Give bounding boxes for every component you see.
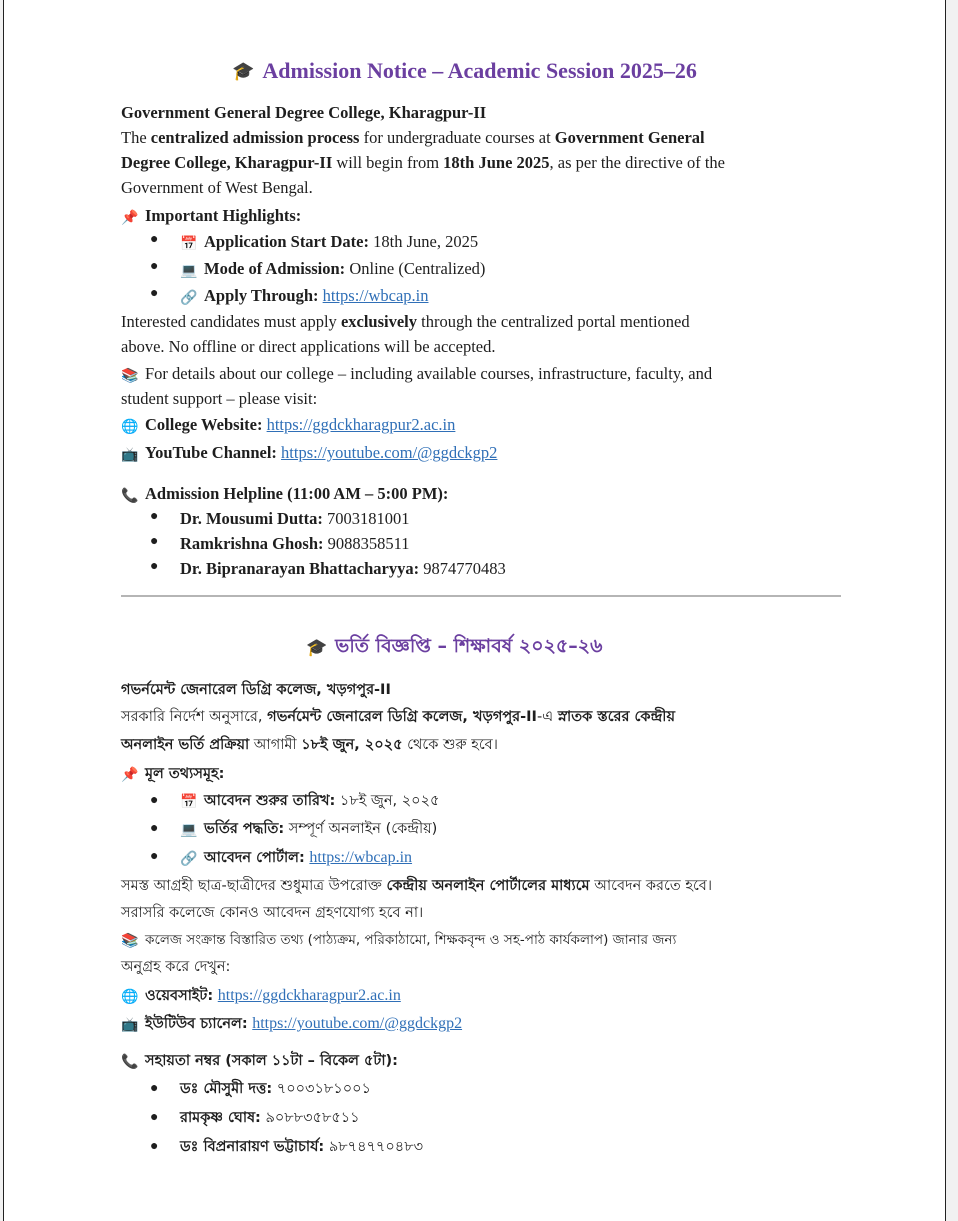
computer-icon: 💻 [180,822,198,838]
calendar-icon: 📅 [180,794,198,810]
graduation-cap-icon: 🎓 [232,60,255,82]
college-website-link[interactable]: https://ggdckharagpur2.ac.in [266,415,456,434]
english-website-row: 🌐 College Website: https://ggdckharagpur2.ac.in [121,412,455,440]
books-icon: 📚 [121,368,139,384]
bengali-intro-line-2: অনলাইন ভর্তি প্রক্রিয়া আগামী ১৮ই জুন, ২০২৫ থেকে শুরু হবে। [121,737,498,753]
graduation-cap-icon: 🎓 [306,638,328,658]
english-intro-line-3: Government of West Bengal. [121,178,313,197]
link-icon: 🔗 [180,851,198,867]
bengali-apply-note-line-2: সরাসরি কলেজে কোনও আবেদন গ্রহণযোগ্য হবে না। [121,905,424,921]
bengali-details-line-2: অনুগ্রহ করে দেখুন: [121,959,231,975]
bullet: ● [150,509,159,524]
bengali-youtube-row: 📺 ইউটিউব চ্যানেল: https://youtube.com/@ggdckgp2 [121,1011,462,1038]
bullet: ● [150,259,159,274]
english-contact-2: Ramkrishna Ghosh: 9088358511 [180,534,410,553]
television-icon: 📺 [121,447,139,463]
bullet: ● [150,534,159,549]
telephone-icon: 📞 [121,1054,139,1070]
globe-icon: 🌐 [121,419,139,435]
pushpin-icon: 📌 [121,210,139,226]
section-divider [121,595,841,597]
document-page [3,0,946,1221]
bullet: ● [150,849,159,864]
english-apply-note-line-1: Interested candidates must apply exclusively through the centralized portal mentioned [121,312,690,331]
bengali-contact-2: রামকৃষ্ণ ঘোষ: ৯০৮৮৩৫৮৫১১ [180,1110,360,1126]
bengali-contact-1: ডঃ মৌসুমী দত্ত: ৭০০৩১৮১০০১ [180,1081,371,1097]
telephone-icon: 📞 [121,488,139,504]
english-intro-line-2: Degree College, Kharagpur-II will begin from 18th June 2025, as per the directive of the [121,153,725,172]
bengali-wbcap-link[interactable]: https://wbcap.in [309,849,413,866]
english-details-line-1: 📚 For details about our college – including available courses, infrastructure, faculty, and [121,361,712,389]
wbcap-link[interactable]: https://wbcap.in [322,286,429,305]
bengali-details-line-1: 📚 কলেজ সংক্রান্ত বিস্তারিত তথ্য (পাঠ্যক্রম, পরিকাঠামো, শিক্ষকবৃন্দ ও সহ-পাঠ কার্যকলাপ) জানার জন্য [121,928,676,954]
link-icon: 🔗 [180,290,198,306]
bengali-contact-3: ডঃ বিপ্রনারায়ণ ভট্টাচার্য: ৯৮৭৪৭৭০৪৮৩ [180,1139,424,1155]
english-highlight-apply: 🔗 Apply Through: https://wbcap.in [180,283,429,311]
english-college-name: Government General Degree College, Kharagpur-II [121,103,487,122]
bengali-website-link[interactable]: https://ggdckharagpur2.ac.in [217,987,401,1004]
bengali-intro-line-1: সরকারি নির্দেশ অনুসারে, গভর্নমেন্ট জেনারেল ডিগ্রি কলেজ, খড়গপুর-II-এ স্নাতক স্তরের কেন্দ্রীয় [121,709,675,725]
english-details-line-2: student support – please visit: [121,389,318,408]
bullet: ● [150,821,159,836]
bengali-highlight-portal: 🔗 আবেদন পোর্টাল: https://wbcap.in [180,845,412,872]
english-youtube-row: 📺 YouTube Channel: https://youtube.com/@ggdckgp2 [121,440,497,468]
bullet: ● [150,232,159,247]
bengali-highlight-start-date: 📅 আবেদন শুরুর তারিখ: ১৮ই জুন, ২০২৫ [180,789,439,815]
english-title [232,58,697,84]
english-contact-1: Dr. Mousumi Dutta: 7003181001 [180,509,410,528]
bengali-title [306,632,602,664]
bengali-highlights-heading: 📌 মূল তথ্যসমূহ: [121,762,224,788]
bengali-youtube-link[interactable]: https://youtube.com/@ggdckgp2 [252,1015,463,1032]
bullet: ● [150,793,159,808]
english-helpline-heading: 📞 Admission Helpline (11:00 AM – 5:00 PM): [121,481,448,509]
english-title-text: Admission Notice – Academic Session 2025–26 [262,58,697,83]
bullet: ● [150,1139,159,1154]
bullet: ● [150,1081,159,1096]
english-apply-note-line-2: above. No offline or direct applications will be accepted. [121,337,496,356]
bengali-helpline-heading: 📞 সহায়তা নম্বর (সকাল ১১টা – বিকেল ৫টা): [121,1049,398,1075]
youtube-channel-link[interactable]: https://youtube.com/@ggdckgp2 [281,443,498,462]
bengali-highlight-mode: 💻 ভর্তির পদ্ধতি: সম্পূর্ণ অনলাইন (কেন্দ্রীয়) [180,817,437,843]
english-highlights-heading: 📌 Important Highlights: [121,203,301,231]
bengali-title-text: ভর্তি বিজ্ঞপ্তি – শিক্ষাবর্ষ ২০২৫–২৬ [335,635,603,657]
television-icon: 📺 [121,1017,139,1033]
computer-icon: 💻 [180,263,198,279]
bullet: ● [150,1110,159,1125]
english-highlight-mode: 💻 Mode of Admission: Online (Centralized) [180,256,485,284]
english-highlight-start-date: 📅 Application Start Date: 18th June, 2025 [180,229,478,257]
bengali-apply-note-line-1: সমস্ত আগ্রহী ছাত্র-ছাত্রীদের শুধুমাত্র উপরোক্ত কেন্দ্রীয় অনলাইন পোর্টালের মাধ্যমে আবেদন করতে হবে। [121,878,713,894]
globe-icon: 🌐 [121,989,139,1005]
bengali-college-name: গভর্নমেন্ট জেনারেল ডিগ্রি কলেজ, খড়গপুর-II [121,682,391,698]
english-contact-3: Dr. Bipranarayan Bhattacharyya: 9874770483 [180,559,506,578]
bullet: ● [150,559,159,574]
english-intro-line-1: The centralized admission process for undergraduate courses at Government General [121,128,705,147]
books-icon: 📚 [121,933,139,949]
calendar-icon: 📅 [180,236,198,252]
bullet: ● [150,286,159,301]
bengali-website-row: 🌐 ওয়েবসাইট: https://ggdckharagpur2.ac.in [121,983,401,1010]
pushpin-icon: 📌 [121,767,139,783]
